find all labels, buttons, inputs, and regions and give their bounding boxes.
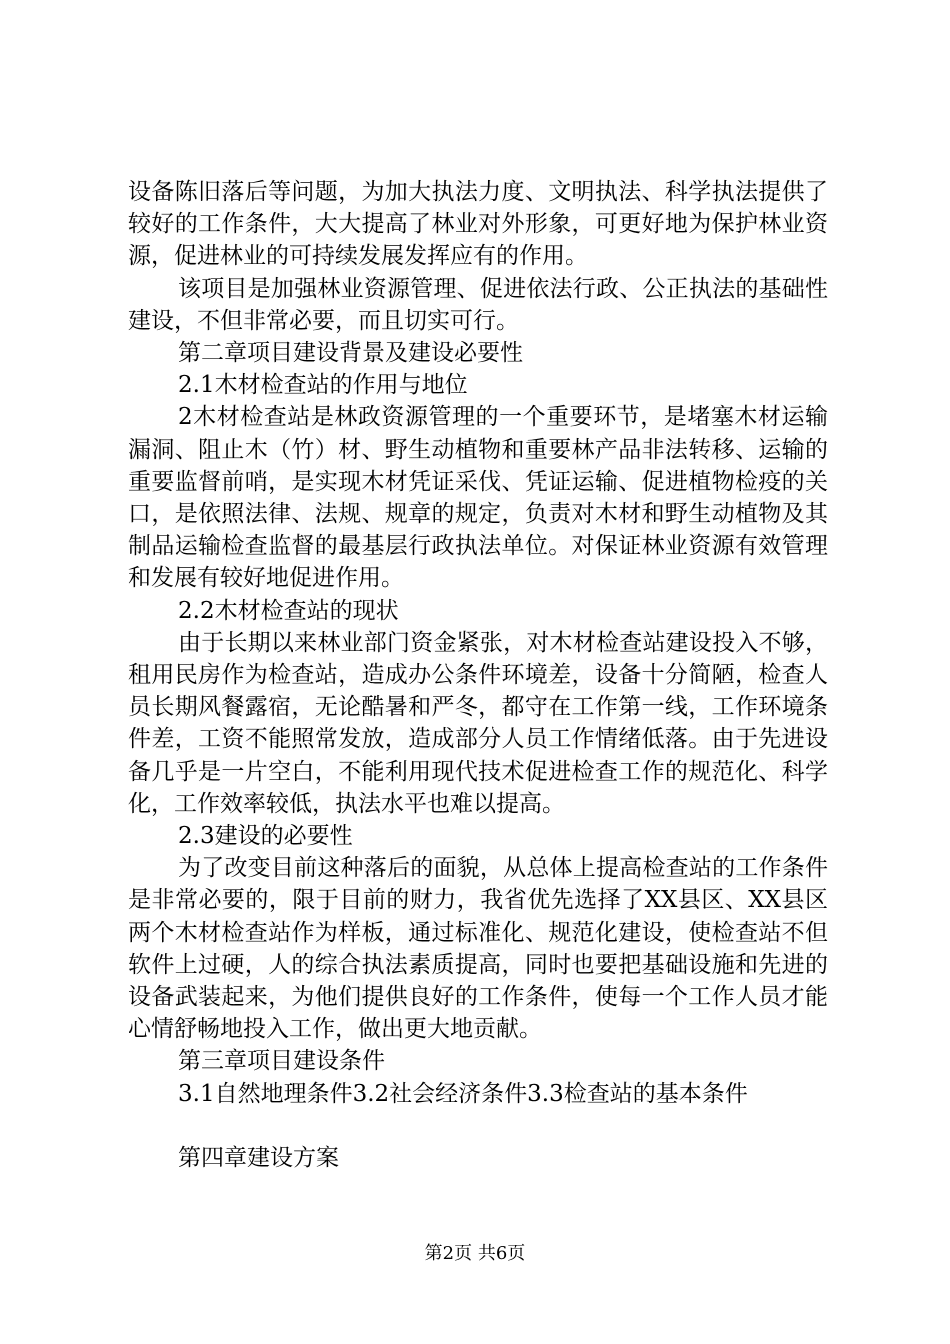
- paragraph-station-status: 由于长期以来林业部门资金紧张，对木材检查站建设投入不够，租用民房作为检查站，造成办公条件环境差，设备十分简陋，检查人员长期风餐露宿，无论酷暑和严冬，都守在工作第一线，工作环境条件差，工资不能照常发放，造成部分人员工作情绪低落。由于先进设备几乎是一片空白，不能利用现代技术促进检查工作的规范化、科学化，工作效率较低，执法水平也难以提高。: [128, 629, 828, 817]
- chapter-2-heading: 第二章项目建设背景及建设必要性: [178, 340, 523, 367]
- document-body: [128, 176, 828, 1174]
- paragraph-station-role: 2木材检查站是林政资源管理的一个重要环节，是堵塞木材运输漏洞、阻止木（竹）材、野生动植物和重要林产品非法转移、运输的重要监督前哨，是实现木材凭证采伐、凭证运输、促进植物检疫的关口，是依照法律、法规、规章的规定，负责对木材和野生动植物及其制品运输检查监督的最基层行政执法单位。对保证林业资源有效管理和发展有较好地促进作用。: [128, 404, 828, 592]
- chapter-3-heading: 第三章项目建设条件: [178, 1048, 385, 1075]
- section-2-2-heading: 2.2木材检查站的现状: [178, 597, 399, 624]
- paragraph-project-summary: 该项目是加强林业资源管理、促进依法行政、公正执法的基础性建设，不但非常必要，而且切实可行。: [128, 275, 828, 334]
- section-2-1-heading: 2.1木材检查站的作用与地位: [178, 372, 468, 399]
- blank-line: [128, 1110, 828, 1142]
- section-2-3-heading: 2.3建设的必要性: [178, 823, 353, 850]
- paragraph-construction-necessity: 为了改变目前这种落后的面貌，从总体上提高检查站的工作条件是非常必要的，限于目前的财力，我省优先选择了XX县区、XX县区两个木材检查站作为样板，通过标准化、规范化建设，使检查站不但软件上过硬，人的综合执法素质提高，同时也要把基础设施和先进的设备武装起来，为他们提供良好的工作条件，使每一个工作人员才能心情舒畅地投入工作，做出更大地贡献。: [128, 855, 828, 1043]
- paragraph-intro-continuation: 设备陈旧落后等问题，为加大执法力度、文明执法、科学执法提供了较好的工作条件，大大提高了林业对外形象，可更好地为保护林业资源，促进林业的可持续发展发挥应有的作用。: [128, 179, 828, 270]
- page-number-info: 第2页 共6页: [424, 1243, 526, 1264]
- page-footer: [0, 1243, 950, 1265]
- section-3-list-heading: 3.1自然地理条件3.2社会经济条件3.3检查站的基本条件: [178, 1080, 748, 1107]
- chapter-4-heading: 第四章建设方案: [178, 1144, 339, 1171]
